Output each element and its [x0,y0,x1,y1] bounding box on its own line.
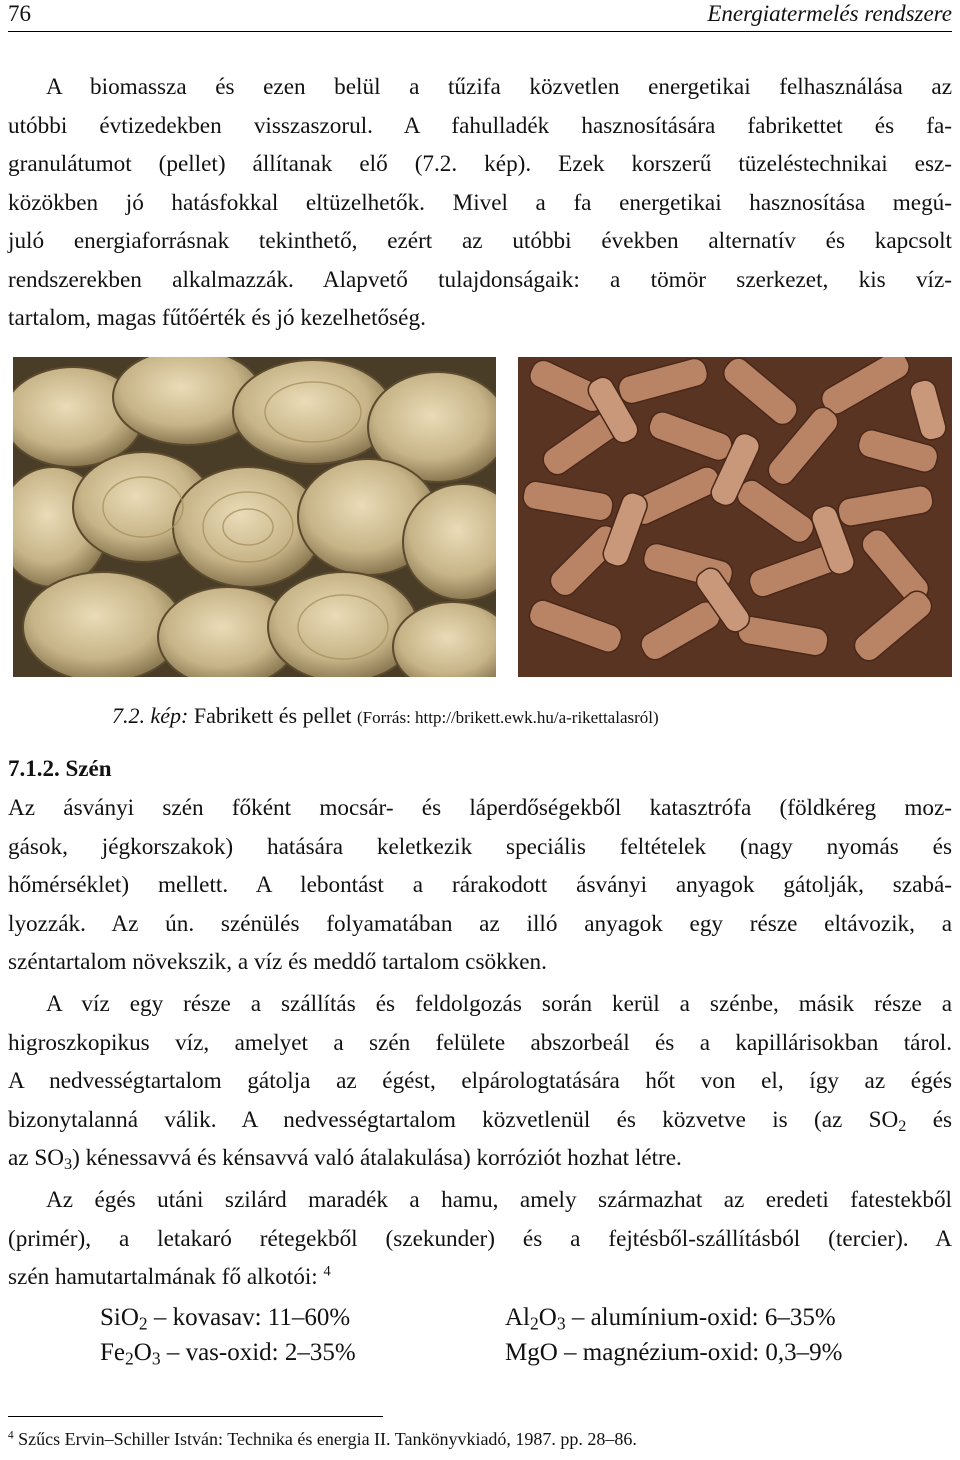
component-desc: – alumínium-oxid: 6–35% [565,1304,836,1331]
caption-label: 7.2. kép: [112,703,189,728]
moisture-paragraph [8,985,952,1178]
footnote-text: Szűcs Ervin–Schiller István: Technika és energia II. Tankönyvkiadó, 1987. pp. 28–86. [18,1429,637,1449]
text-line [8,1139,952,1178]
page-number: 76 [8,1,31,26]
pellet-photo [518,357,952,677]
coal-paragraph [8,789,952,982]
subscript: 2 [138,1313,148,1334]
subscript: 2 [125,1348,134,1369]
formula-part: O [538,1304,557,1331]
caption-text: Fabrikett és pellet [193,703,352,728]
text-line: A nedvességtartalom gátolja az égést, elpárologtatására hőt von el, így az égés [8,1068,952,1094]
text-line: Az ásványi szén főként mocsár- és láperdőségekből katasztrófa (földkéreg moz- [8,795,952,821]
ash-paragraph [8,1181,952,1297]
text-line: tartalom, magas fűtőérték és jó kezelhetőség. [8,305,426,331]
subscript: 2 [898,1116,907,1135]
component-desc: – kovasav: 11–60% [147,1304,351,1331]
footnote-number: 4 [8,1429,14,1442]
intro-paragraph [8,68,952,338]
text-line: közökben jó hatásfokkal eltüzelhetők. Mivel a fa energetikai hasznosítása megú- [8,189,952,216]
subscript: 2 [530,1313,539,1334]
formula-part: MgO [505,1339,558,1366]
text-line: A víz egy része a szállítás és feldolgozás során kerül a szénbe, másik része a [46,991,952,1017]
subscript: 3 [556,1313,566,1334]
text-line: A biomassza és ezen belül a tűzifa közvetlen energetikai felhasználása az [46,74,952,100]
text-fragment: bizonytalanná válik. A nedvességtartalom közvetlenül és közvetve is (az SO [8,1106,899,1133]
text-line: higroszkopikus víz, amelyet a szén felülete abszorbeál és a kapillárisokban tárol. [8,1029,952,1056]
footnote-divider [8,1416,383,1417]
text-fragment: ) kénessavvá és kénsavvá való átalakulása) korróziót hozhat létre. [72,1145,682,1171]
formula-part: SiO [100,1304,139,1331]
section-heading: 7.1.2. Szén [8,756,112,781]
formula-part: Fe [100,1339,125,1366]
component-al2o3 [505,1304,836,1332]
page-header [8,0,952,32]
briquette-photo [13,357,496,677]
text-line: (primér), a letakaró rétegekből (szekunder) és a fejtésből-szállításból (tercier). A [8,1225,952,1252]
text-line: lyozzák. Az ún. szénülés folyamatában az illó anyagok egy része eltávozik, a [8,910,952,937]
formula-part: O [133,1339,152,1366]
text-line: juló energiaforrásnak tekinthető, ezért az utóbbi években alternatív és kapcsolt [8,228,952,254]
text-line: rendszerekben alkalmazzák. Alapvető tulajdonságaik: a tömör szerkezet, kis víz- [8,266,952,293]
text-line: Az égés utáni szilárd maradék a hamu, amely származhat az eredeti fatestekből [46,1187,952,1213]
footnote [8,1426,637,1452]
text-line: széntartalom növekszik, a víz és meddő tartalom csökken. [8,949,547,975]
caption-source: (Forrás: http://brikett.ewk.hu/a-rikettalasról) [356,708,659,727]
footnote-ref: 4 [323,1263,331,1280]
component-desc: – magnézium-oxid: 0,3–9% [557,1339,843,1366]
subscript: 3 [151,1348,161,1369]
text-fragment: szén hamutartalmának fő alkotói: [8,1264,318,1290]
figure-caption [8,700,952,734]
component-fe2o3 [100,1339,356,1367]
text-line: gások, jégkorszakok) hatására keletkezik speciális feltételek (nagy nyomás és [8,833,952,860]
text-fragment: és [932,1106,953,1133]
component-desc: – vas-oxid: 2–35% [160,1339,356,1366]
component-mgo [505,1339,842,1367]
text-line: hőmérséklet) mellett. A lebontást a rárakodott ásványi anyagok gátolják, szabá- [8,872,952,898]
text-line: granulátumot (pellet) állítanak elő (7.2. kép). Ezek korszerű tüzeléstechnikai esz- [8,151,952,177]
text-fragment: az SO [8,1145,65,1171]
running-title: Energiatermelés rendszere [707,1,952,26]
subscript: 3 [64,1155,73,1174]
text-line [8,1101,952,1140]
text-line: utóbbi évtizedekben visszaszorul. A fahulladék hasznosítására fabrikettet és fa- [8,112,952,139]
formula-part: Al [505,1304,530,1331]
component-sio2 [100,1304,350,1332]
text-line [8,1258,952,1297]
